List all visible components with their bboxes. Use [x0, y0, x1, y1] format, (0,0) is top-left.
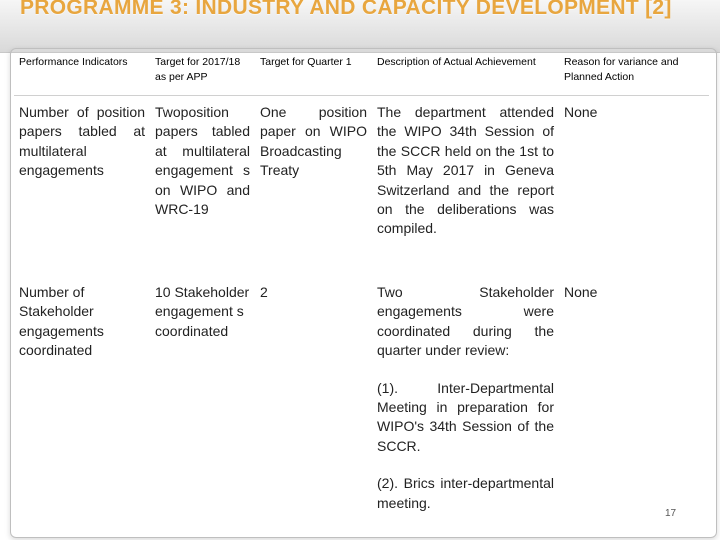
- cell-annual-target: 10 Stakeholder engagement s coordinated: [155, 284, 250, 339]
- achievement-paragraph: (1). Inter-Departmental Meeting in preparation for WIPO's 34th Session of the SCCR.: [377, 379, 554, 454]
- header-reason-variance: Reason for variance and Planned Action: [564, 56, 679, 83]
- achievement-paragraph: (2). Brics inter-departmental meeting.: [377, 475, 554, 511]
- table-header-row: [14, 50, 709, 96]
- cell-achievement: The department attended the WIPO 34th Session of the SCCR held on the 1st to 5th May 2017 in Geneva Switzerland and the report on the deliberations was compiled.: [377, 104, 554, 237]
- cell-q1-target: 2: [260, 284, 268, 300]
- page-number: 17: [665, 508, 677, 519]
- header-annual-target: Target for 2017/18 as per APP: [155, 56, 241, 83]
- cell-annual-target: Twoposition papers tabled at multilateral engagement s on WIPO and WRC-19: [155, 104, 250, 218]
- header-actual-achievement: Description of Actual Achievement: [377, 56, 536, 68]
- slide-title: PROGRAMME 3: INDUSTRY AND CAPACITY DEVELOPMENT [2]: [20, 0, 672, 19]
- header-performance-indicators: Performance Indicators: [19, 56, 128, 68]
- performance-table: [14, 50, 709, 533]
- cell-reason: None: [564, 104, 598, 120]
- table-row: [14, 96, 709, 279]
- cell-indicator: Number of Stakeholder engagements coordinated: [19, 284, 104, 359]
- cell-q1-target: One position paper on WIPO Broadcasting Treaty: [260, 104, 367, 179]
- cell-reason: None: [564, 284, 598, 300]
- header-quarter-target: Target for Quarter 1: [260, 56, 352, 68]
- cell-achievement: [372, 278, 559, 533]
- achievement-paragraph: Two Stakeholder engagements were coordinated during the quarter under review:: [377, 284, 554, 359]
- table-row: [14, 278, 709, 533]
- cell-indicator: Number of position papers tabled at multilateral engagements: [19, 104, 145, 179]
